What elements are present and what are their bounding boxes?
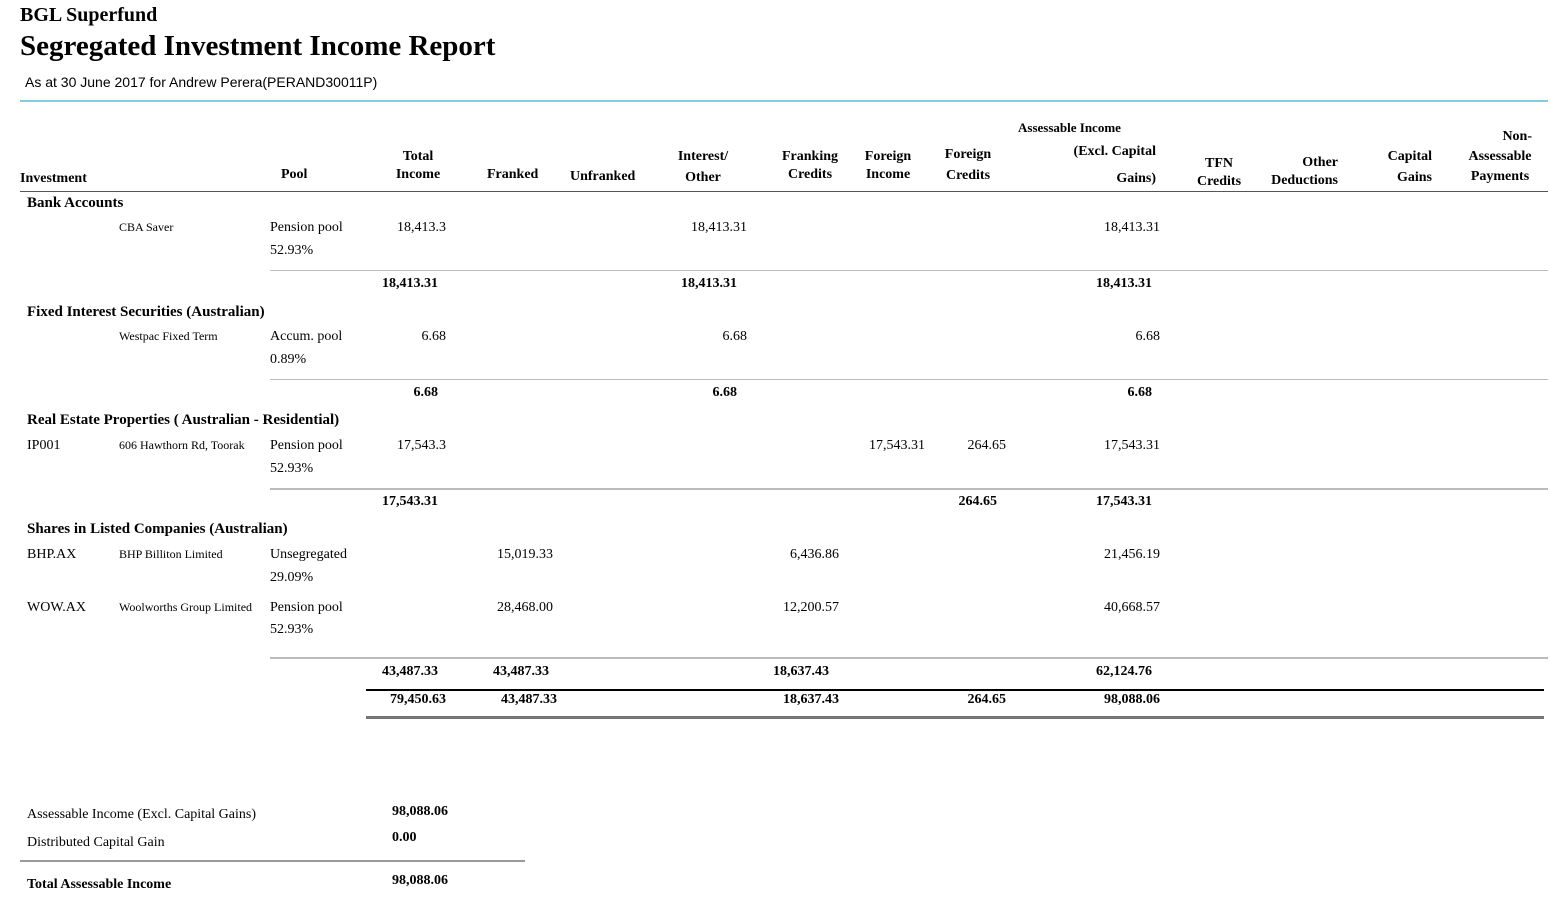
investment-name: Woolworths Group Limited	[119, 600, 253, 614]
summary-assessable-label: Assessable Income (Excl. Capital Gains)	[27, 807, 256, 822]
pool-percentage: 52.93%	[270, 622, 314, 637]
col-assessable-line1: Assessable Income	[1018, 120, 1121, 135]
summary-distributed-value: 0.00	[392, 830, 417, 845]
total-income-value: 6.68	[421, 329, 446, 344]
grand-total-assessable: 98,088.06	[1104, 692, 1160, 707]
investment-name: CBA Saver	[119, 220, 174, 234]
subtotal-assessable: 17,543.31	[1096, 494, 1152, 509]
pool-name: Accum. pool	[270, 329, 343, 344]
col-interest-other: Interest/ Other	[677, 149, 729, 185]
investment-code: WOW.AX	[27, 600, 86, 615]
pool-percentage: 0.89%	[270, 352, 307, 367]
subtotal-total-income: 17,543.31	[382, 494, 438, 509]
franked-value: 15,019.33	[497, 547, 553, 562]
subtotal-rule	[270, 270, 1548, 271]
section-title: Bank Accounts	[27, 195, 124, 211]
assessable-value: 17,543.31	[1104, 438, 1160, 453]
col-assessable-line2: (Excl. Capital	[1073, 144, 1156, 159]
grand-total-income: 79,450.63	[390, 692, 446, 707]
pool-name: Pension pool	[270, 438, 343, 453]
col-franking-credits: Franking Credits	[781, 149, 838, 182]
franking-credits-value: 6,436.86	[790, 547, 839, 562]
summary-total-label: Total Assessable Income	[27, 877, 172, 892]
subtotal-assessable: 18,413.31	[1096, 276, 1152, 291]
franking-credits-value: 12,200.57	[783, 600, 839, 615]
interest-other-value: 18,413.31	[691, 220, 747, 235]
pool-percentage: 29.09%	[270, 570, 314, 585]
report-subtitle: As at 30 June 2017 for Andrew Perera(PERAND30011P)	[25, 74, 378, 90]
fund-name: BGL Superfund	[20, 4, 158, 26]
assessable-value: 21,456.19	[1104, 547, 1160, 562]
pool-name: Pension pool	[270, 220, 343, 235]
pool-percentage: 52.93%	[270, 243, 314, 258]
col-assessable-line3: Gains)	[1116, 171, 1156, 186]
investment-name: BHP Billiton Limited	[119, 547, 223, 561]
col-investment: Investment	[20, 171, 87, 186]
subtotal-assessable: 62,124.76	[1096, 664, 1152, 679]
assessable-value: 40,668.57	[1104, 600, 1160, 615]
subtotal-franked: 43,487.33	[493, 664, 549, 679]
investment-name: 606 Hawthorn Rd, Toorak	[119, 438, 245, 452]
report-title: Segregated Investment Income Report	[20, 30, 496, 62]
subtotal-total-income: 6.68	[413, 385, 438, 400]
summary-distributed-label: Distributed Capital Gain	[27, 835, 165, 850]
total-income-value: 17,543.3	[397, 438, 446, 453]
pool-name: Pension pool	[270, 600, 343, 615]
foreign-income-value: 17,543.31	[869, 438, 925, 453]
summary-rule	[20, 860, 525, 862]
subtotal-total-income: 18,413.31	[382, 276, 438, 291]
grand-total-foreign-credits: 264.65	[967, 692, 1006, 707]
subtotal-rule	[270, 657, 1548, 659]
subtotal-assessable: 6.68	[1127, 385, 1152, 400]
section-title: Fixed Interest Securities (Australian)	[27, 304, 265, 320]
pool-percentage: 52.93%	[270, 461, 314, 476]
grand-total-franking-credits: 18,637.43	[783, 692, 839, 707]
col-total-income: Total Income	[395, 149, 441, 182]
franked-value: 28,468.00	[497, 600, 553, 615]
col-capital-gains: Capital Gains	[1387, 149, 1432, 185]
grand-total-rule-top	[366, 689, 1544, 691]
subtotal-foreign-credits: 264.65	[958, 494, 997, 509]
investment-name: Westpac Fixed Term	[119, 329, 218, 343]
foreign-credits-value: 264.65	[967, 438, 1006, 453]
subtotal-franking-credits: 18,637.43	[773, 664, 829, 679]
col-franked: Franked	[487, 167, 539, 182]
col-tfn-credits: TFN Credits	[1196, 156, 1242, 189]
investment-code: BHP.AX	[27, 547, 77, 562]
header-rule	[20, 191, 1548, 192]
grand-total-rule-bottom	[366, 716, 1544, 719]
section-title: Shares in Listed Companies (Australian)	[27, 521, 288, 537]
assessable-value: 6.68	[1135, 329, 1160, 344]
subtotal-total-income: 43,487.33	[382, 664, 438, 679]
subtotal-rule	[270, 379, 1548, 380]
grand-total-franked: 43,487.33	[501, 692, 557, 707]
section-title: Real Estate Properties ( Australian - Residential)	[27, 412, 340, 428]
summary-total-value: 98,088.06	[392, 873, 448, 888]
subtotal-rule	[270, 488, 1548, 490]
col-non-assessable: Non- Assessable Payments	[1468, 129, 1532, 184]
title-rule	[20, 100, 1548, 102]
col-pool: Pool	[281, 167, 308, 182]
total-income-value: 18,413.3	[397, 220, 446, 235]
interest-other-value: 6.68	[722, 329, 747, 344]
col-unfranked: Unfranked	[570, 169, 636, 184]
subtotal-interest-other: 6.68	[712, 385, 737, 400]
subtotal-interest-other: 18,413.31	[681, 276, 737, 291]
pool-name: Unsegregated	[270, 547, 347, 562]
col-foreign-credits: Foreign Credits	[944, 147, 992, 183]
col-foreign-income: Foreign Income	[864, 149, 912, 182]
summary-assessable-value: 98,088.06	[392, 804, 448, 819]
investment-code: IP001	[27, 438, 61, 453]
col-other-deductions: Other Deductions	[1271, 155, 1338, 188]
assessable-value: 18,413.31	[1104, 220, 1160, 235]
